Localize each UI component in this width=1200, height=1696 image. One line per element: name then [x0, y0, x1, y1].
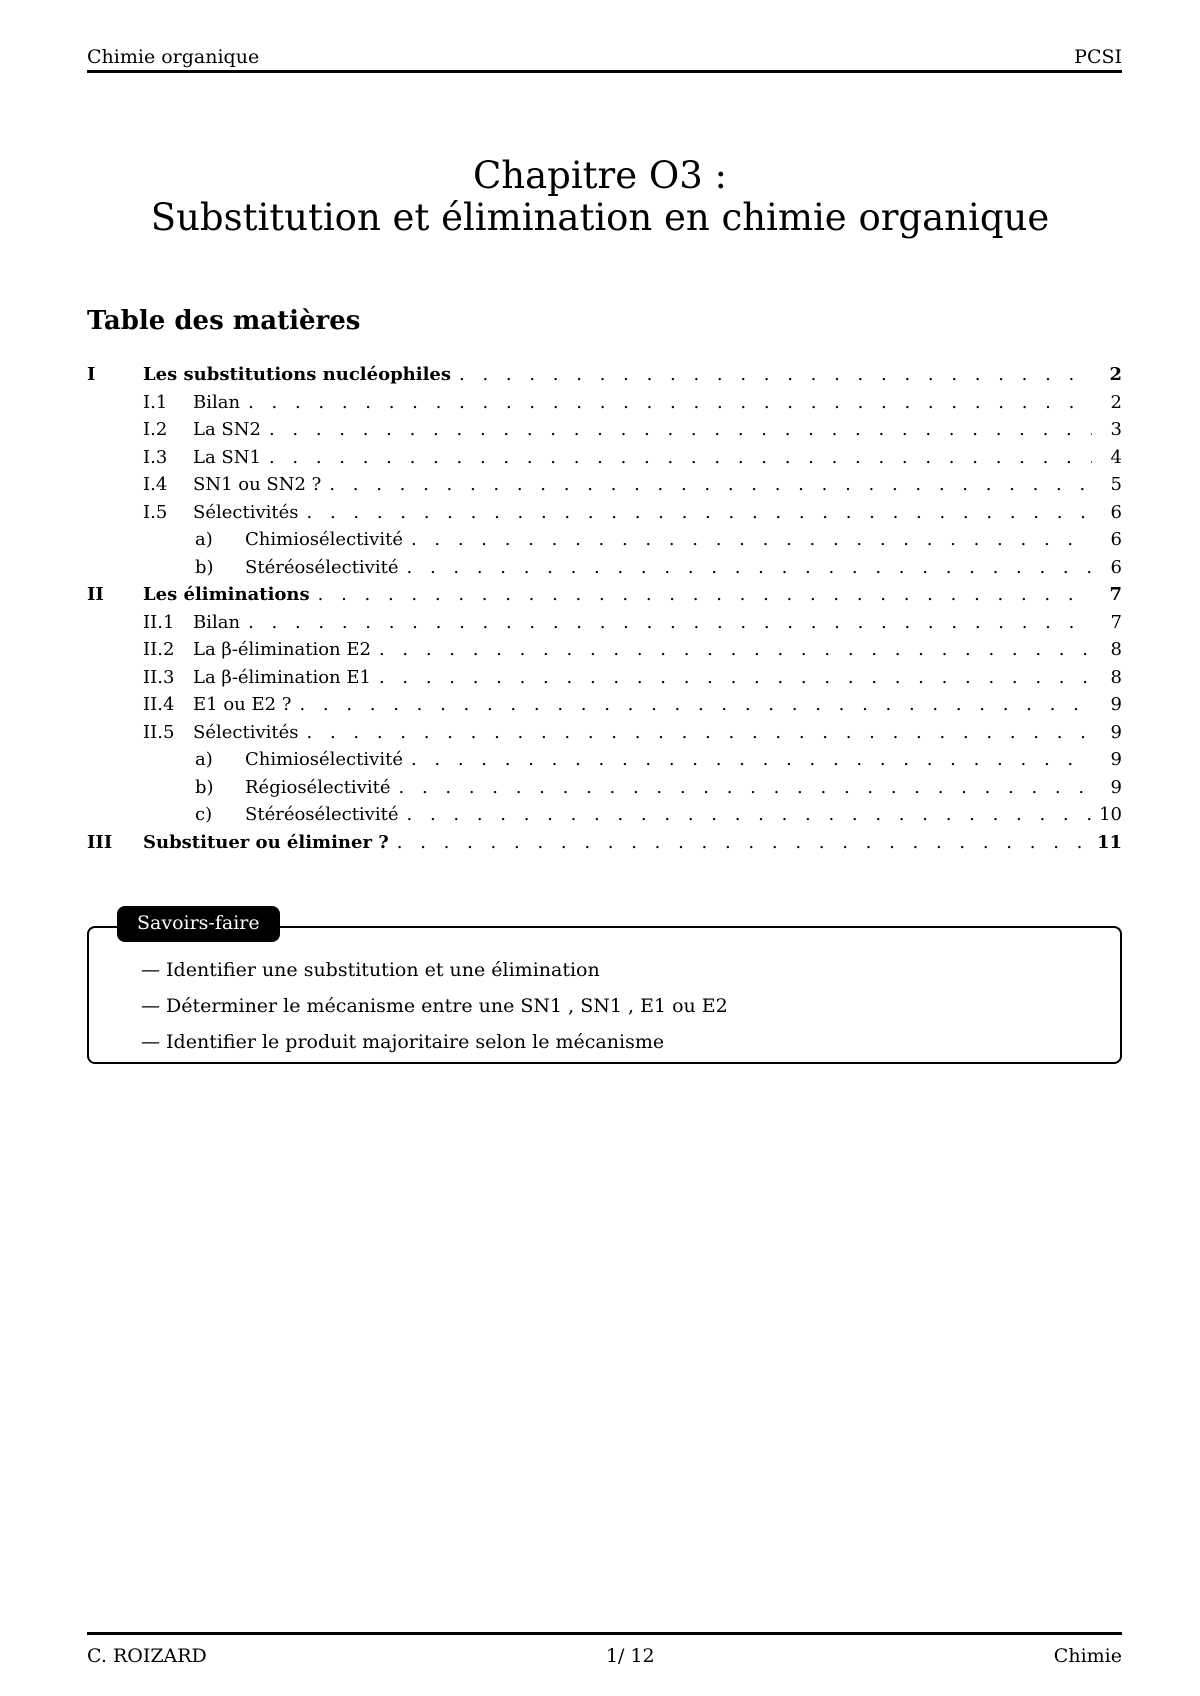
- footer-subject: Chimie: [1053, 1645, 1122, 1667]
- toc-dot-leader: [307, 719, 1092, 746]
- toc-entry[interactable]: [87, 801, 1122, 829]
- toc-entry-label: Régiosélectivité: [245, 776, 391, 798]
- savoirs-faire-item: — Déterminer le mécanisme entre une SN1 , SN1 , E1 ou E2: [141, 995, 728, 1017]
- toc-dot-leader: [248, 389, 1092, 416]
- footer-page-number: 1/ 12: [605, 1645, 655, 1667]
- toc-entry[interactable]: [87, 664, 1122, 692]
- toc-entry-number: III: [87, 831, 113, 853]
- toc-entry-label: Chimiosélectivité: [245, 529, 403, 550]
- toc-entry[interactable]: [87, 609, 1122, 637]
- toc-entry-page: 2: [1109, 364, 1122, 385]
- toc-entry-number: I.1: [143, 391, 168, 413]
- toc-entry-number: II.5: [143, 721, 175, 743]
- toc-dot-leader: [269, 444, 1092, 471]
- toc-entry[interactable]: [87, 526, 1122, 554]
- toc-dot-leader: [411, 746, 1092, 773]
- table-of-contents: [87, 361, 1122, 856]
- chapter-title: [0, 155, 1200, 239]
- footer-author: C. ROIZARD: [87, 1645, 207, 1667]
- savoirs-faire-title: Savoirs-faire: [117, 906, 280, 942]
- toc-entry-number: b): [195, 776, 214, 798]
- toc-entry[interactable]: [87, 499, 1122, 527]
- toc-entry-number: II.3: [143, 666, 175, 688]
- toc-entry-number: II.1: [143, 611, 175, 633]
- toc-dot-leader: [397, 829, 1089, 856]
- toc-entry-label: La β-élimination E1: [193, 666, 371, 688]
- toc-entry[interactable]: [87, 774, 1122, 802]
- toc-entry-label: E1 ou E2 ?: [193, 694, 292, 715]
- toc-entry-page: 9: [1110, 749, 1122, 770]
- toc-entry-number: II.2: [143, 639, 175, 660]
- toc-entry-label: Sélectivités: [193, 721, 299, 743]
- toc-entry[interactable]: [87, 719, 1122, 747]
- toc-entry-number: I.5: [143, 501, 168, 523]
- toc-entry[interactable]: [87, 746, 1122, 774]
- toc-entry-label: Stéréosélectivité: [245, 556, 399, 578]
- toc-dot-leader: [307, 499, 1092, 526]
- savoirs-faire-list: [89, 928, 1120, 1060]
- toc-entry[interactable]: [87, 389, 1122, 417]
- savoirs-faire-box: [87, 912, 1122, 1064]
- toc-dot-leader: [379, 636, 1092, 663]
- toc-entry[interactable]: [87, 636, 1122, 664]
- toc-entry-label: Les éliminations: [143, 584, 310, 605]
- page-header: [87, 38, 1122, 73]
- toc-entry-page: 6: [1110, 556, 1122, 578]
- toc-entry-number: c): [195, 804, 213, 825]
- toc-dot-leader: [299, 691, 1092, 718]
- toc-dot-leader: [411, 526, 1092, 553]
- toc-dot-leader: [399, 774, 1092, 801]
- toc-entry-number: II.4: [143, 694, 175, 715]
- toc-entry-number: I.4: [143, 474, 168, 495]
- toc-entry[interactable]: [87, 554, 1122, 582]
- savoirs-faire-item: — Identifier une substitution et une élimination: [141, 959, 600, 981]
- toc-entry-label: La SN2: [193, 419, 261, 440]
- toc-entry-page: 6: [1110, 529, 1122, 550]
- toc-entry-number: I.3: [143, 446, 168, 468]
- toc-entry-page: 11: [1096, 831, 1122, 853]
- toc-entry-page: 8: [1110, 666, 1122, 688]
- toc-entry-number: I: [87, 364, 96, 385]
- toc-dot-leader: [329, 471, 1092, 498]
- page-footer: [87, 1632, 1122, 1667]
- toc-entry-page: 4: [1110, 446, 1122, 468]
- toc-dot-leader: [459, 361, 1092, 388]
- toc-entry[interactable]: [87, 444, 1122, 472]
- chapter-title-line2: Substitution et élimination en chimie organique: [150, 196, 1050, 239]
- toc-entry-label: Substituer ou éliminer ?: [143, 831, 389, 853]
- toc-dot-leader: [318, 581, 1092, 608]
- chapter-title-line1: Chapitre O3 :: [472, 154, 728, 197]
- toc-entry-page: 5: [1110, 474, 1122, 495]
- toc-entry-label: SN1 ou SN2 ?: [193, 474, 322, 495]
- toc-entry-label: Bilan: [193, 391, 241, 413]
- header-left: Chimie organique: [87, 46, 260, 68]
- toc-entry-page: 6: [1110, 501, 1122, 523]
- toc-entry-page: 2: [1110, 391, 1122, 413]
- toc-dot-leader: [407, 554, 1093, 581]
- toc-entry-label: La β-élimination E2: [193, 639, 371, 660]
- toc-entry-page: 7: [1110, 611, 1122, 633]
- toc-entry-number: II: [87, 584, 104, 605]
- toc-entry-page: 7: [1109, 584, 1122, 605]
- toc-entry-number: a): [195, 529, 213, 550]
- toc-entry[interactable]: [87, 361, 1122, 389]
- toc-entry-label: Sélectivités: [193, 501, 299, 523]
- toc-entry-label: La SN1: [193, 446, 261, 468]
- toc-entry-page: 10: [1099, 804, 1122, 825]
- toc-entry-label: Stéréosélectivité: [245, 804, 399, 825]
- toc-entry-number: b): [195, 556, 214, 578]
- toc-entry[interactable]: [87, 471, 1122, 499]
- toc-entry[interactable]: [87, 829, 1122, 857]
- toc-entry[interactable]: [87, 691, 1122, 719]
- toc-entry-number: I.2: [143, 419, 168, 440]
- toc-entry-page: 9: [1110, 776, 1122, 798]
- toc-entry-label: Bilan: [193, 611, 241, 633]
- header-right: PCSI: [1074, 46, 1122, 68]
- toc-dot-leader: [379, 664, 1092, 691]
- toc-entry-page: 9: [1110, 721, 1122, 743]
- toc-entry-label: Les substitutions nucléophiles: [143, 364, 452, 385]
- savoirs-faire-item: — Identifier le produit majoritaire selon le mécanisme: [141, 1031, 665, 1053]
- toc-entry-page: 3: [1110, 419, 1122, 440]
- toc-entry[interactable]: [87, 416, 1122, 444]
- toc-entry-label: Chimiosélectivité: [245, 749, 403, 770]
- toc-dot-leader: [248, 609, 1092, 636]
- toc-dot-leader: [269, 416, 1092, 443]
- toc-entry-page: 9: [1110, 694, 1122, 715]
- toc-entry-page: 8: [1110, 639, 1122, 660]
- toc-heading: Table des matières: [87, 306, 361, 336]
- toc-entry[interactable]: [87, 581, 1122, 609]
- toc-dot-leader: [407, 801, 1092, 828]
- toc-entry-number: a): [195, 749, 213, 770]
